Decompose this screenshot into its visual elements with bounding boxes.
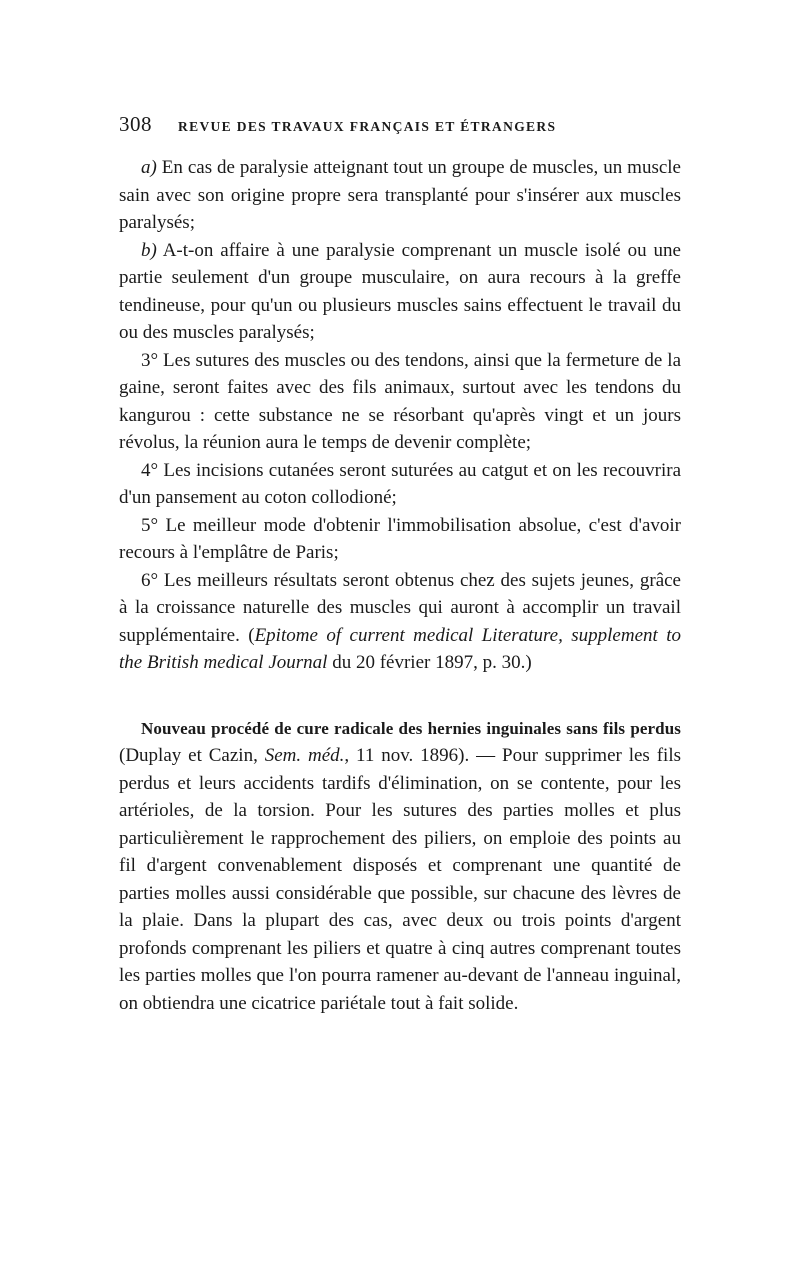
article-reference-open: (Duplay et Cazin, [119,745,265,766]
paragraph-5: 5° Le meilleur mode d'obtenir l'immobilisation absolue, c'est d'avoir recours à l'emplâtre de Paris; [119,514,681,563]
paragraph-3: 3° Les sutures des muscles ou des tendons, ainsi que la fermeture de la gaine, seront faites avec des fils animaux, surtout avec les tendons du kangurou : cette substance ne se résorbant qu'après vingt et un jours révolus, la réunion aura le temps de devenir complète; [119,349,681,453]
paragraph-b-text: A-t-on affaire à une paralysie comprenant un muscle isolé ou une partie seulement d'un groupe musculaire, on aura recours à la greffe tendineuse, pour qu'un ou plusieurs muscles sains effectuent le travail du ou des muscles paralysés; [119,239,681,343]
article-body: — Pour supprimer les fils perdus et leurs accidents tardifs d'élimination, on se contente, pour les artérioles, de la torsion. Pour les sutures des parties molles et plus particulièrement le rapprochement des piliers, on emploie des points au fil d'argent convenablement disposés et comprenant une quantité de parties molles aussi considérable que possible, sur chacune des lèvres de la plaie. Dans la plupart des cas, avec deux ou trois points d'argent profonds comprenant les piliers et quatre à cinq autres comprenant toutes les parties molles que l'on pourra ramener au-devant de l'anneau inguinal, on obtiendra une cicatrice pariétale tout à fait solide. [119,745,681,1014]
article-title: Nouveau procédé de cure radicale des hernies inguinales sans fils perdus [141,718,681,738]
citation-title: Epitome of current medical Literature, supplement to the British medical Journal [119,624,681,673]
article-reference-journal: Sem. méd. [264,745,345,766]
citation-details: du 20 février 1897, p. 30.) [327,652,532,673]
article-paragraph [119,715,681,1018]
list-marker-a: a) [141,157,157,178]
journal-title: REVUE DES TRAVAUX FRANÇAIS ET ÉTRANGERS [178,119,557,134]
paragraph-6-text: 6° Les meilleurs résultats seront obtenus chez des sujets jeunes, grâce à la croissance naturelle des muscles qui auront à accomplir un travail supplémentaire. ( [119,569,681,646]
article-reference-close: , 11 nov. 1896). [344,745,470,766]
paragraph-a [119,154,681,237]
list-marker-b: b) [141,239,157,261]
section-gap [119,677,681,715]
paragraph-6 [119,567,681,677]
running-header [119,112,681,146]
page-number: 308 [119,112,152,136]
paragraph-b [119,237,681,347]
document-page [119,112,681,1017]
paragraph-a-text: En cas de paralysie atteignant tout un groupe de muscles, un muscle sain avec son origine propre sera transplanté pour s'insérer aux muscles paralysés; [119,157,681,233]
paragraph-4: 4° Les incisions cutanées seront suturées au catgut et on les recouvrira d'un pansement au coton collodioné; [119,459,681,508]
